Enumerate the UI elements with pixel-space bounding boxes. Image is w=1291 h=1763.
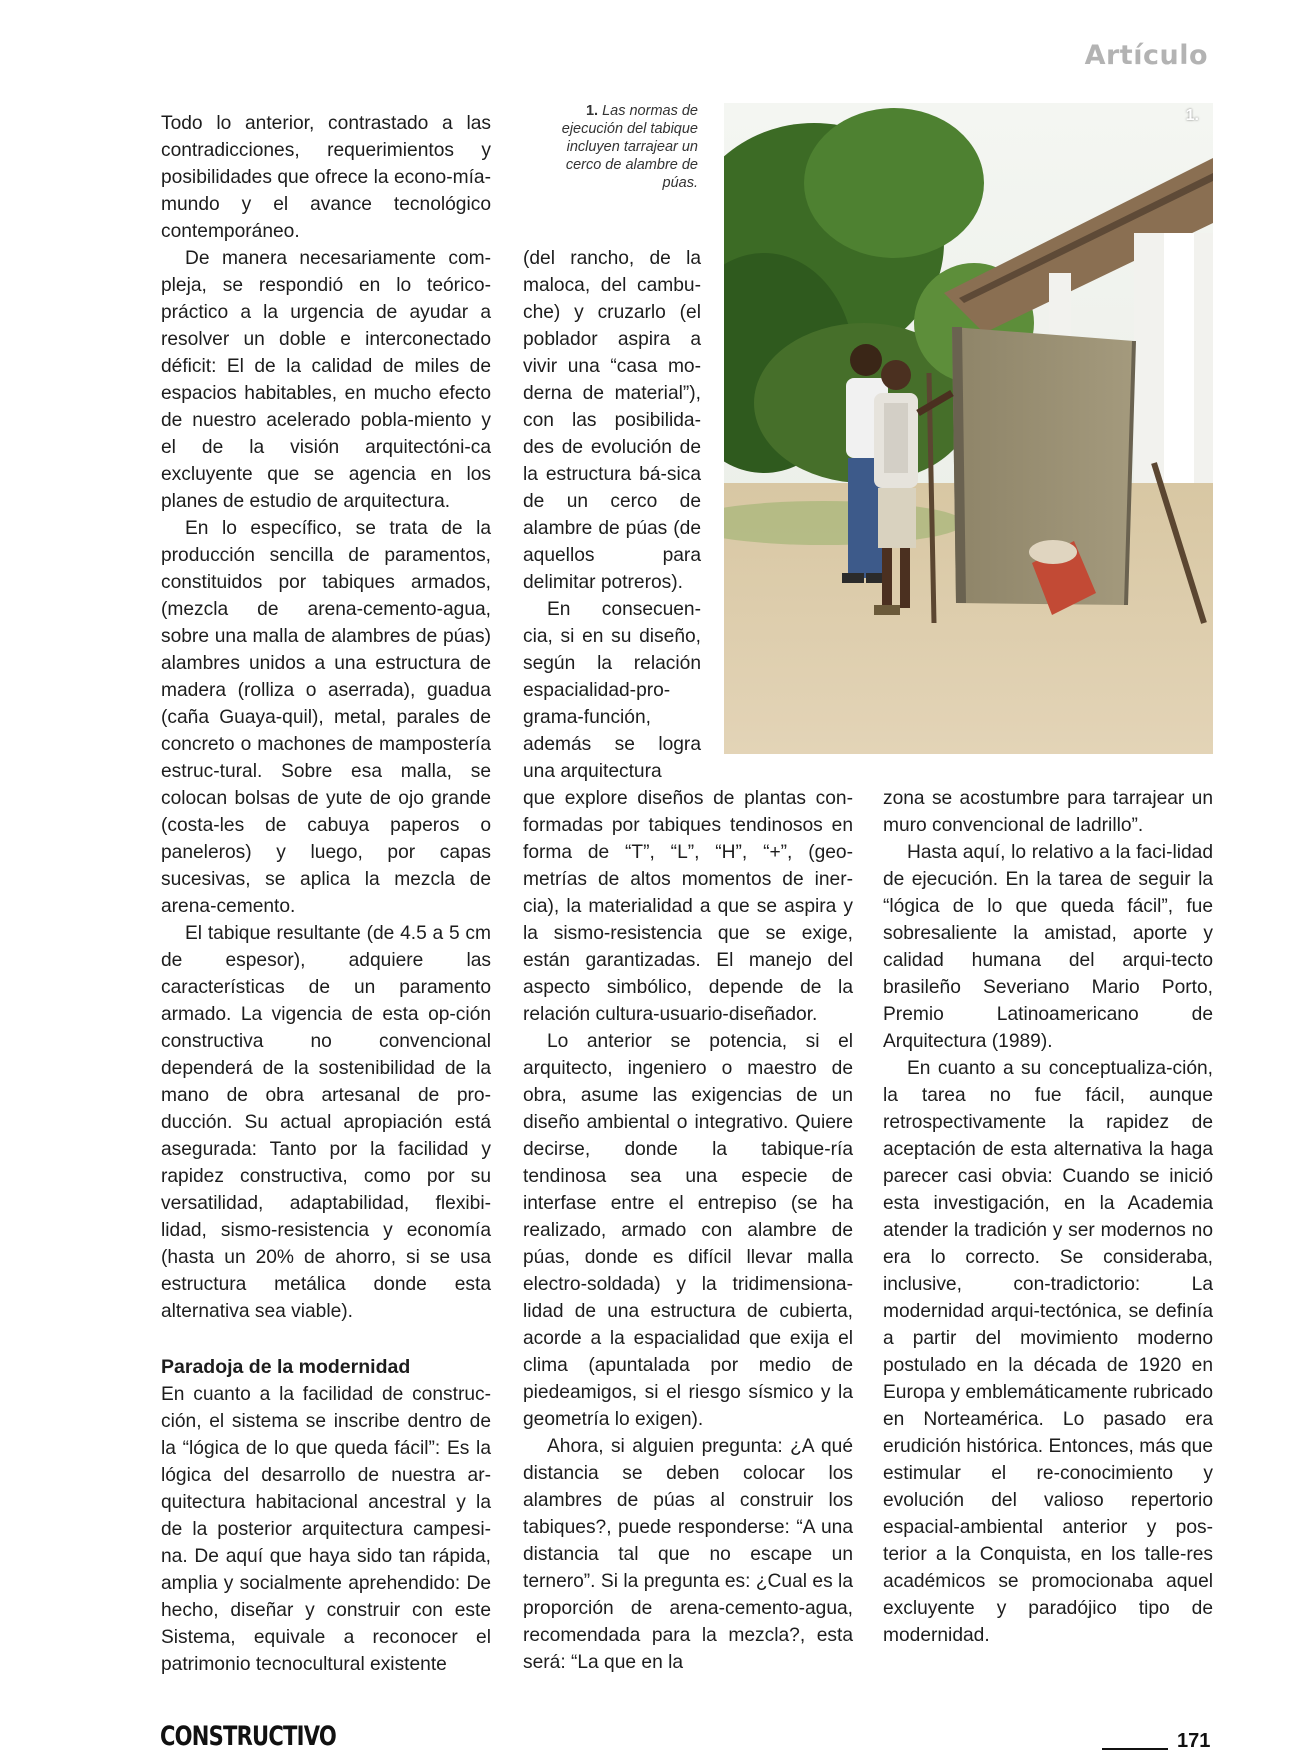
figure-caption xyxy=(535,102,698,192)
paragraph: Ahora, si alguien pregunta: ¿A qué distancia se deben colocar los alambres de púas al construir los tabiques?, puede responderse: “A una distancia tal que no escape un ternero”. Si la pregunta es: ¿Cual es la proporción de arena-cemento-agua, recomendada para la mezcla?, esta será: “La que en la xyxy=(523,1436,853,1673)
paragraph: En lo específico, se trata de la producción sencilla de paramentos, constituidos por tabiques armados, (mezcla de arena-cemento-agua, sobre una malla de alambres de púas) alambres unidos a una estructura de madera (rolliza o aserrada), guadua (caña Guaya-quil), metal, parales de concreto o machones de mampostería estruc-tural. Sobre esa malla, se colocan bolsas de yute de ojo grande (costa-les de cabuya paperos o paneleros) y luego, por capas sucesivas, se aplica la mezcla de arena-cemento. xyxy=(161,518,491,917)
paragraph: En cuanto a la facilidad de construc-ción, el sistema se inscribe dentro de la “lógica de lo que queda fácil”: Es la lógica del desarrollo de nuestra ar-quitectura habitacional ancestral y la de la posterior arquitectura campesi-na. De aquí que haya sido tan rápida, amplia y socialmente aprehendido: De hecho, diseñar y construir con este Sistema, equivale a reconocer el patrimonio tecnocultural existente xyxy=(161,1384,491,1675)
paragraph: zona se acostumbre para tarrajear un muro convencional de ladrillo”. xyxy=(883,788,1213,836)
paragraph: Hasta aquí, lo relativo a la faci-lidad de ejecución. En la tarea de seguir la “lógica de lo que queda fácil”, fue sobresaliente la amistad, aporte y calidad humana del arqui-tecto brasileño Severiano Mario Porto, Premio Latinoamericano de Arquitectura (1989). xyxy=(883,842,1213,1052)
page-number: 171 xyxy=(1177,1730,1211,1752)
paragraph: Todo lo anterior, contrastado a las contradicciones, requerimientos y posibilidades que ofrece la econo-mía-mundo y el avance tecnológico contemporáneo. xyxy=(161,113,491,242)
magazine-logo: CONSTRUCTIVO xyxy=(160,1721,336,1752)
construction-photo xyxy=(724,103,1213,754)
paragraph: Lo anterior se potencia, si el arquitecto, ingeniero o maestro de obra, asume las exigencias de un diseño ambiental o integrativo. Quiere decirse, donde la tabique-ría tendinosa sea una especie de interfase entre el entrepiso (se ha realizado, armado con alambre de púas, donde es difícil llevar malla electro-soldada) y la tridimensiona-lidad de una estructura de cubierta, acorde a la espacialidad que exija el clima (apuntalada por medio de piedeamigos, si el riesgo sísmico y la geometría lo exigen). xyxy=(523,1031,853,1430)
section-label: Artículo xyxy=(1084,40,1208,71)
paragraph: El tabique resultante (de 4.5 a 5 cm de espesor), adquiere las características de un paramento armado. La vigencia de esta op-ción constructiva no convencional dependerá de la sostenibilidad de la mano de obra artesanal de pro-ducción. Su actual apropiación está asegurada: Tanto por la facilidad y rapidez constructiva, como por su versatilidad, adaptabilidad, flexibi-lidad, sismo-resistencia y economía (hasta un 20% de ahorro, si se usa estructura metálica donde esta alternativa sea viable). xyxy=(161,923,491,1322)
column-3 xyxy=(883,785,1213,1649)
caption-text: Las normas de ejecución del tabique incluyen tarrajear un cerco de alambre de púas. xyxy=(561,103,698,191)
paragraph: En cuanto a su conceptualiza-ción, la tarea no fue fácil, aunque retrospectivamente la rapidez de aceptación de esta alternativa la haga parecer casi obvia: Cuando se inició esta investigación, en la Academia atender la tradición y ser modernos no era lo correcto. Se consideraba, inclusive, con-tradictorio: La modernidad arqui-tectónica, se definía a partir del movimiento moderno postulado en la década de 1920 en Europa y emblemáticamente rubricado en Norteamérica. Lo pasado era erudición histórica. Entonces, más que estimular el re-conocimiento y evolución del valioso repertorio espacial-ambiental anterior y pos-terior a la Conquista, en los talle-res académicos se promocionaba aquel excluyente y paradójico tipo de modernidad. xyxy=(883,1058,1213,1646)
column-2 xyxy=(523,785,853,1676)
paragraph: En consecuen-cia, si en su diseño, según la relación espacialidad-pro-grama-función, además se logra una arquitectura xyxy=(523,599,701,782)
paragraph: que explore diseños de plantas con-formadas por tabiques tendinosos en forma de “T”, “L”, “H”, “+”, (geo-metrías de altos momentos de iner-cia), la materialidad a que se aspira y la sismo-resistencia que se exige, están garantizadas. El manejo del aspecto simbólico, depende de la relación cultura-usuario-diseñador. xyxy=(523,788,853,1025)
footer-rule xyxy=(1102,1748,1168,1750)
section-heading: Paradoja de la modernidad xyxy=(161,1356,411,1378)
paragraph: (del rancho, de la maloca, del cambu-che) y cruzarlo (el poblador aspira a vivir una “casa mo-derna de material”), con las posibilida-des de evolución de la estructura bá-sica de un cerco de alambre de púas (de aquellos para delimitar potreros). xyxy=(523,248,701,593)
column-1 xyxy=(161,110,491,1678)
caption-number: 1. xyxy=(585,103,599,119)
paragraph: De manera necesariamente com-pleja, se respondió en lo teórico-práctico a la urgencia de ayudar a resolver un doble e interconectado déficit: El de la calidad de miles de espacios habitables, en mucho efecto de nuestro acelerado pobla-miento y el de la visión arquitectóni-ca excluyente que se agencia en los planes de estudio de arquitectura. xyxy=(161,248,491,512)
column-2-top xyxy=(523,245,701,785)
figure-number: 1. xyxy=(1185,107,1199,124)
